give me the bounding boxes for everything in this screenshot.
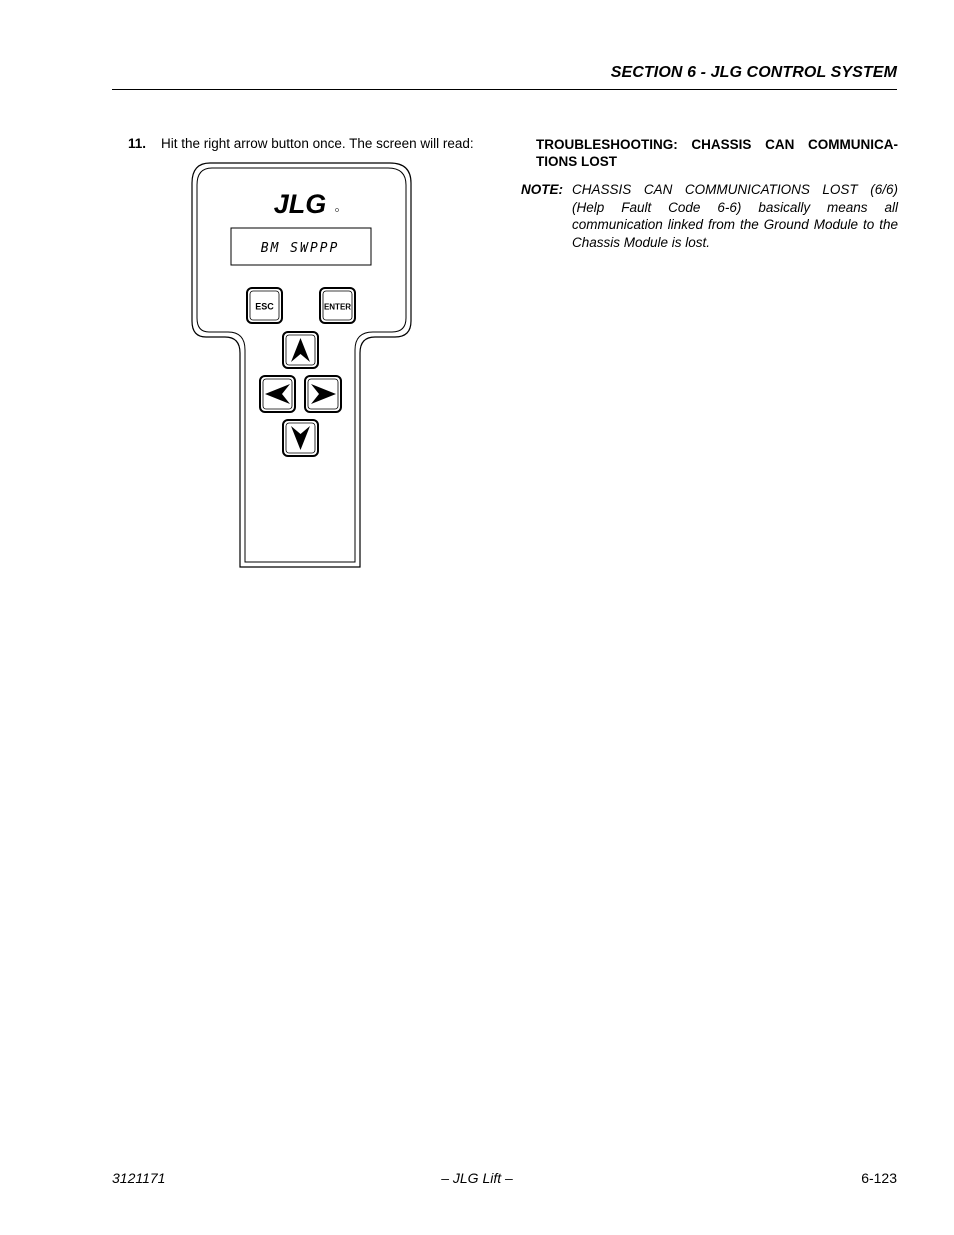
step-text: Hit the right arrow button once. The screen will read: [161,136,474,151]
note-text: CHASSIS CAN COMMUNICATIONS LOST (6/6) (Help Fault Code 6-6) basically means all communication linked from the Ground Module to the Chassis Module is lost. [572,182,898,250]
footer-page-number: 6-123 [861,1170,897,1186]
footer-center: – JLG Lift – [441,1170,513,1186]
down-arrow-button[interactable] [283,420,318,456]
right-arrow-button[interactable] [305,376,341,412]
note-label: NOTE: [521,182,563,197]
step-number: 11. [128,136,147,151]
esc-button-label: ESC [255,301,274,312]
section-title: SECTION 6 - JLG CONTROL SYSTEM [610,64,897,81]
lcd-display-text: BM SWPPP [260,241,340,256]
footer-doc-number: 3121171 [112,1170,166,1186]
up-arrow-button[interactable] [283,332,318,368]
analyzer-illustration [190,161,415,571]
troubleshooting-heading-line2: TIONS LOST [536,154,617,169]
enter-button-label: ENTER [323,302,352,312]
troubleshooting-heading-line1: TROUBLESHOOTING: CHASSIS CAN COMMUNICA- [536,137,898,152]
step-11 [128,136,474,151]
left-arrow-button[interactable] [260,376,295,412]
enter-button[interactable] [320,288,355,323]
note [521,181,898,251]
jlg-logo-text: JLG [273,189,327,219]
esc-button[interactable] [247,288,282,323]
troubleshooting-heading [536,136,898,170]
header-rule [112,89,897,90]
